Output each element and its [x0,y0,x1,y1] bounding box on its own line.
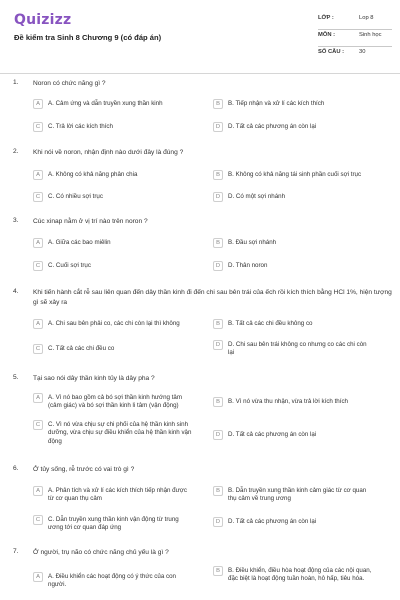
header-divider [0,73,400,74]
question-number: 6. [13,465,19,472]
question-number: 5. [13,374,19,381]
option-a[interactable] [33,319,213,329]
option-a[interactable] [33,572,193,590]
option-c[interactable] [33,420,193,447]
question-text: Noron có chức năng gì ? [33,80,106,87]
option-text: C. Trả lời các kích thích [48,122,113,130]
option-text: A. Điều khiển các hoạt động có ý thức của con người. [48,572,176,589]
question-text: Khi nói về noron, nhận định nào dưới đây là đúng ? [33,149,184,156]
meta-label: LỚP : [318,15,334,21]
option-text: D. Chi sau bên trái không co nhưng co các chi còn lại [228,340,367,357]
meta-label: SỐ CÂU : [318,49,345,55]
option-text: B. Đầu sợi nhánh [228,238,277,246]
option-letter-box: C [33,192,43,202]
option-letter-box: C [33,420,43,430]
option-letter-box: D [213,430,223,440]
option-text: D. Thân noron [228,261,268,269]
option-c[interactable] [33,261,193,271]
option-b[interactable] [213,238,373,248]
option-d[interactable] [213,430,373,440]
option-text: A. Chi sau bên phải co, các chi còn lại thì không [48,319,180,327]
quizizz-logo: Quizizz [14,12,72,28]
question-number: 3. [13,217,19,224]
option-letter-box: B [213,486,223,496]
option-a[interactable] [33,99,193,109]
option-letter-box: C [33,344,43,354]
option-letter-box: A [33,238,43,248]
option-text: C. Có nhiều sợi trục [48,192,103,200]
worksheet-title: Đề kiểm tra Sinh 8 Chương 9 (có đáp án) [14,33,162,42]
option-letter-box: C [33,515,43,525]
option-letter-box: D [213,122,223,132]
option-text: A. Phân tích và xử lí các kích thích tiếp nhận được từ cơ quan thụ cảm [48,486,187,503]
option-d[interactable] [213,122,373,132]
question-text: Ở người, trụ não có chức năng chủ yếu là gì ? [33,549,169,556]
option-d[interactable] [213,192,373,202]
option-a[interactable] [33,238,193,248]
option-a[interactable] [33,486,193,504]
option-letter-box: B [213,238,223,248]
option-letter-box: A [33,170,43,180]
question-number: 4. [13,288,19,295]
option-a[interactable] [33,170,193,180]
option-text: D. Tất cả các phương án còn lại [228,430,317,438]
option-letter-box: A [33,99,43,109]
option-text: A. Cảm ứng và dẫn truyền xung thần kinh [48,99,163,107]
option-a[interactable] [33,393,193,411]
option-text: A. Giữa các bao miêlin [48,238,111,246]
option-text: B. Điều khiển, điều hòa hoạt động của các nội quan, đặc biệt là hoạt động tuần hoàn, hô hấp, tiêu hóa. [228,566,372,583]
meta-value: 30 [359,49,366,55]
option-text: C. Dẫn truyền xung thần kinh vận động từ trung ương tới cơ quan đáp ứng [48,515,179,532]
option-d[interactable] [213,340,373,358]
question-number: 7. [13,548,19,555]
option-letter-box: D [213,192,223,202]
option-c[interactable] [33,515,193,533]
option-text: B. Tất cả các chi đều không co [228,319,313,327]
option-letter-box: A [33,319,43,329]
option-text: D. Có một sợi nhánh [228,192,286,200]
option-text: B. Không có khả năng tái sinh phần cuối sợi trục [228,170,362,178]
option-text: D. Tất cả các phương án còn lại [228,517,317,525]
option-letter-box: B [213,397,223,407]
option-letter-box: B [213,99,223,109]
meta-row-question-count [318,47,392,64]
option-text: C. Tất cả các chi đều co [48,344,115,352]
option-b[interactable] [213,319,373,329]
option-text: A. Vì nó bao gồm cả bó sợi thần kinh hướng tâm (cảm giác) và bó sợi thần kinh li tâm (vận động) [48,393,183,410]
worksheet-header [0,0,400,72]
option-b[interactable] [213,566,373,584]
option-letter-box: A [33,393,43,403]
option-text: A. Không có khả năng phân chia [48,170,138,178]
option-letter-box: A [33,486,43,496]
option-b[interactable] [213,99,373,109]
option-letter-box: C [33,261,43,271]
option-text: B. Vì nó vừa thu nhận, vừa trả lời kích thích [228,397,348,405]
option-text: B. Tiếp nhận và xử lí các kích thích [228,99,325,107]
option-letter-box: B [213,170,223,180]
question-text: Khi tiến hành cắt rễ sau liên quan đến dây thần kinh đi đến chi sau bên trái của ếch rồi kích thích bằng HCl 1%, hiện tượng gì sẽ xảy ra [33,289,392,306]
option-letter-box: B [213,566,223,576]
option-letter-box: D [213,517,223,527]
meta-label: MÔN : [318,32,336,38]
option-letter-box: D [213,261,223,271]
meta-row-subject [318,30,392,47]
question-text: Cúc xinap nằm ở vị trí nào trên noron ? [33,218,148,225]
meta-value: Lop 8 [359,15,374,21]
option-text: C. Cuối sợi trục [48,261,91,269]
meta-table [318,13,392,64]
question-number: 2. [13,148,19,155]
question-text: Tại sao nói dây thần kinh tủy là dây pha ? [33,375,155,382]
option-d[interactable] [213,517,373,527]
question-number: 1. [13,79,19,86]
option-letter-box: B [213,319,223,329]
option-letter-box: A [33,572,43,582]
option-b[interactable] [213,486,373,504]
option-c[interactable] [33,344,193,354]
option-c[interactable] [33,122,193,132]
option-b[interactable] [213,397,373,407]
option-text: C. Vì nó vừa chịu sự chi phối của hệ thần kinh sinh dưỡng, vừa chịu sự điều khiển của hệ thần kinh vận động [48,420,192,446]
option-letter-box: D [213,340,223,350]
option-c[interactable] [33,192,193,202]
meta-value: Sinh học [359,32,382,38]
option-text: D. Tất cả các phương án còn lại [228,122,317,130]
question-text: Ở tủy sống, rễ trước có vai trò gì ? [33,466,135,473]
meta-row-grade [318,13,392,30]
option-text: B. Dẫn truyền xung thần kinh cảm giác từ cơ quan thụ cảm về trung ương [228,486,367,503]
option-letter-box: C [33,122,43,132]
option-b[interactable] [213,170,373,180]
option-d[interactable] [213,261,373,271]
